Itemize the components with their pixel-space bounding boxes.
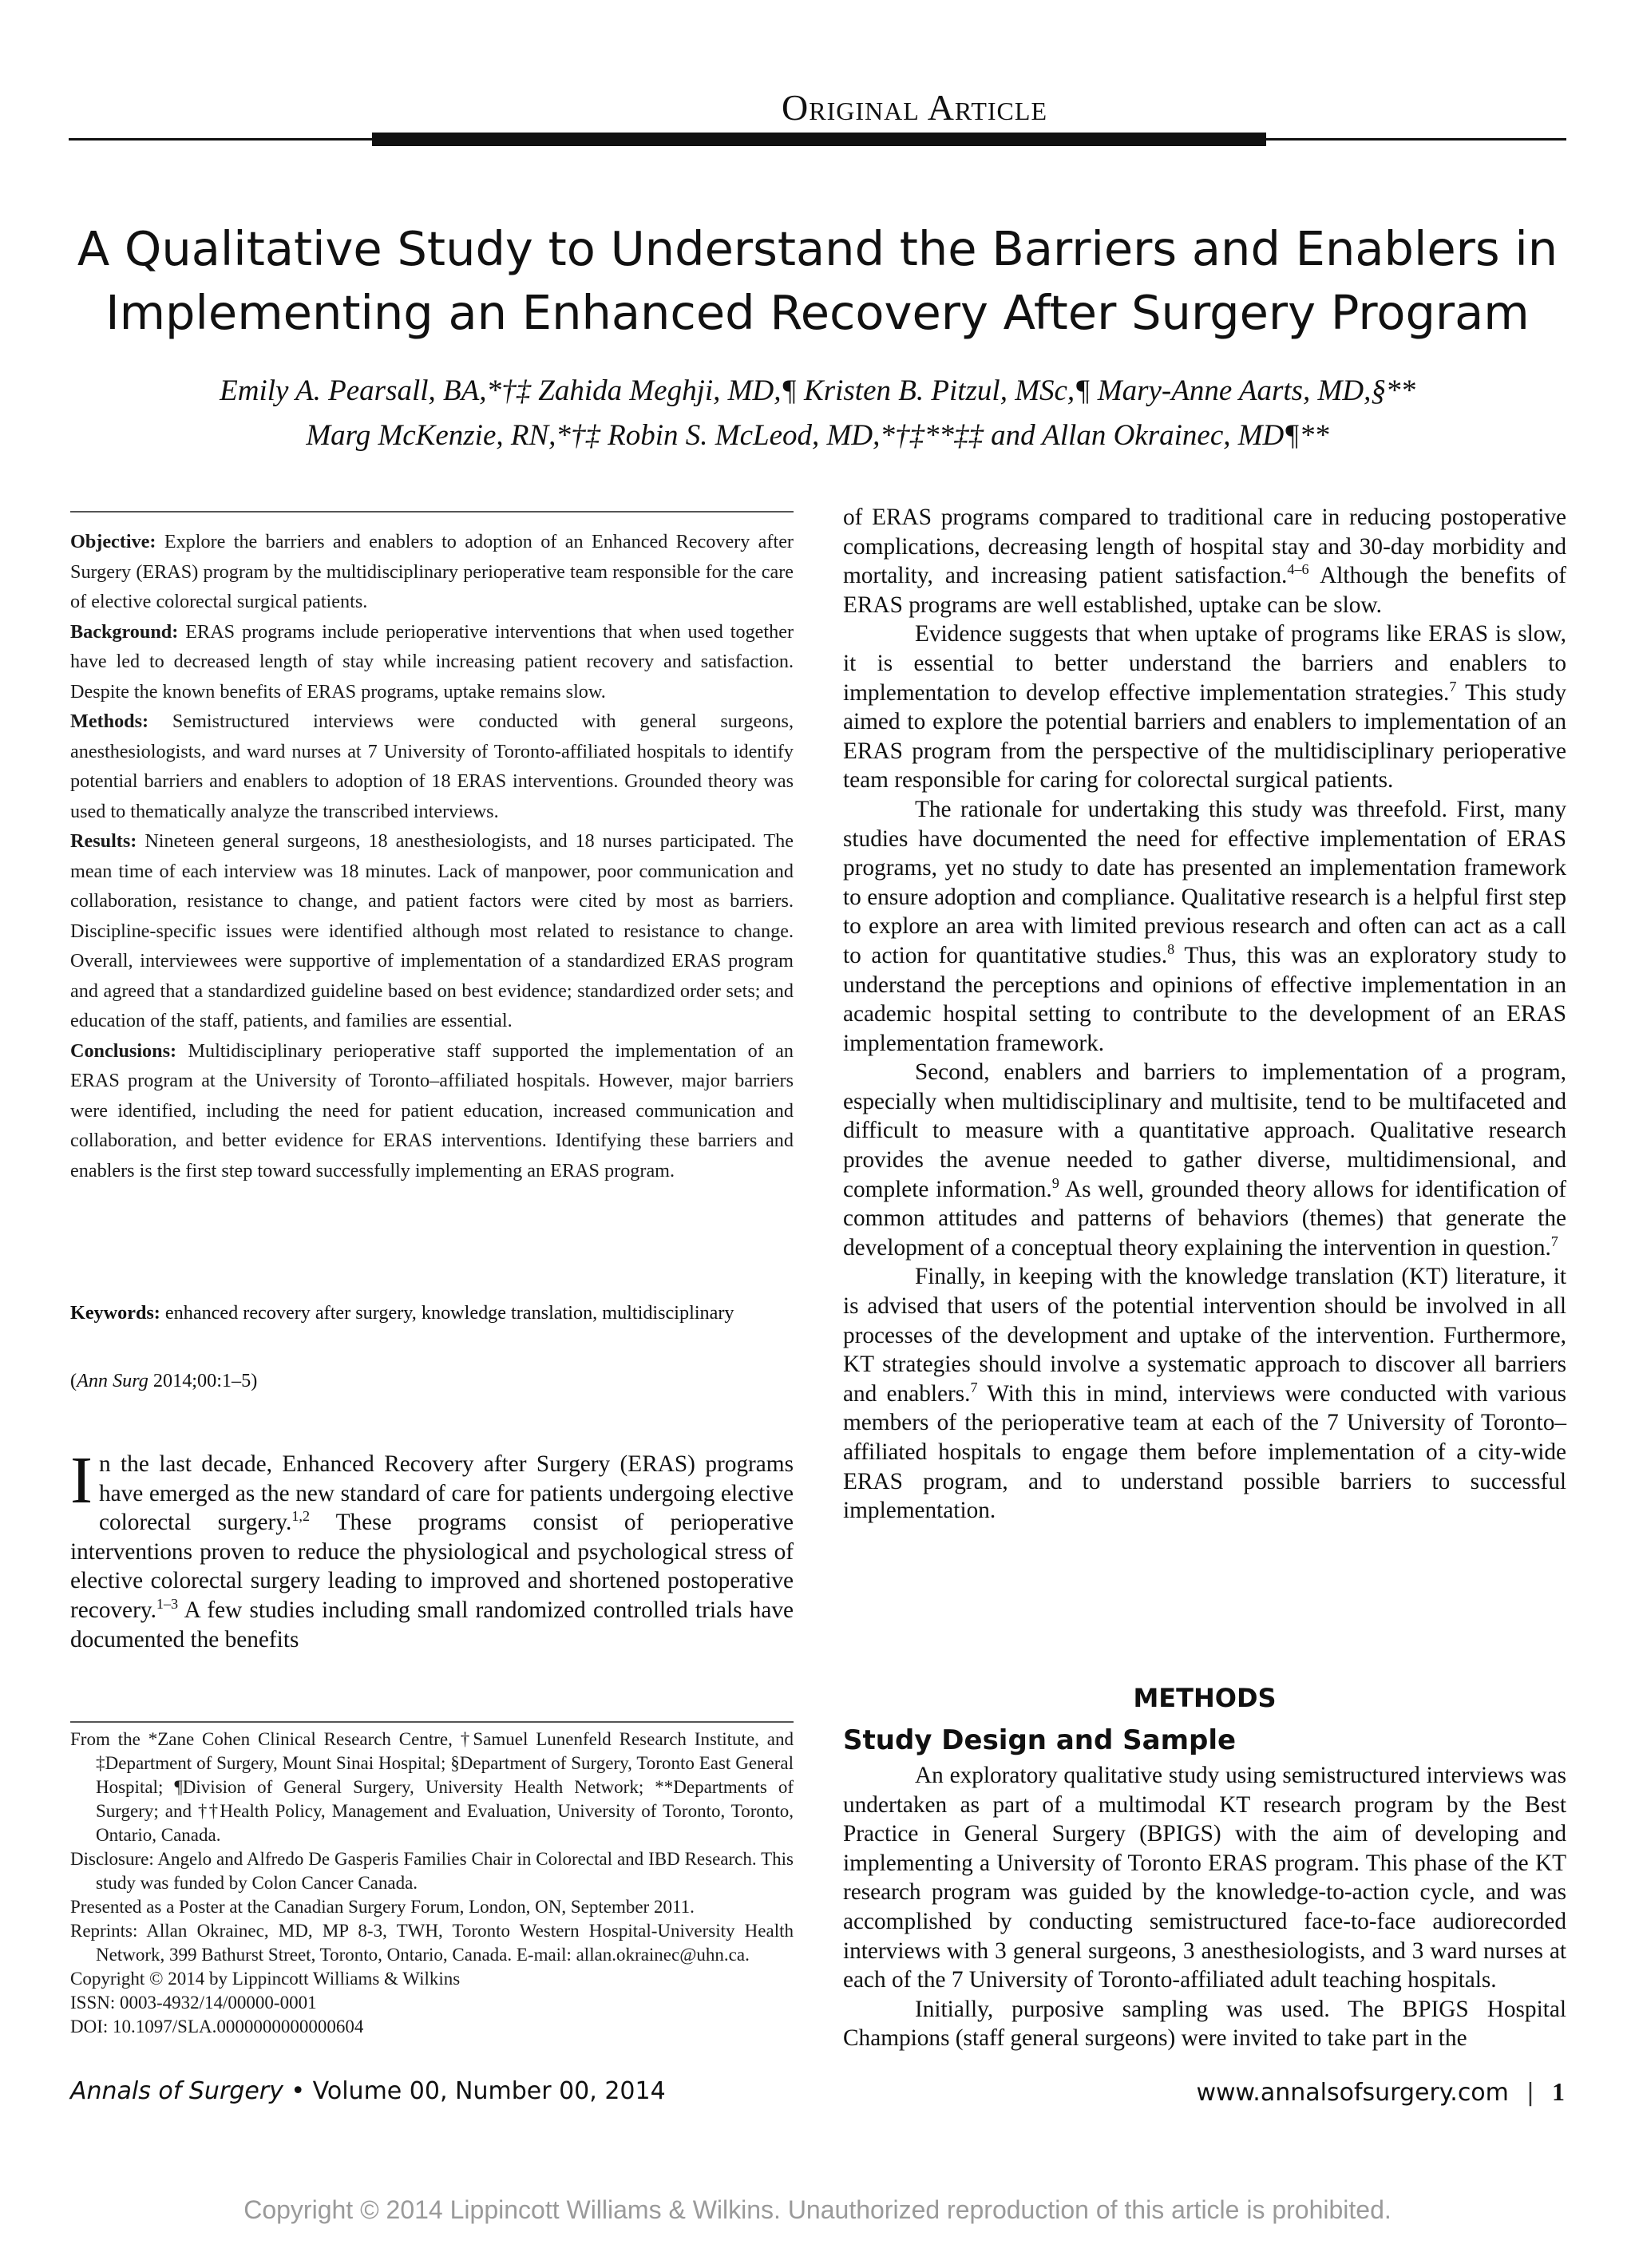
objective-text: Explore the barriers and enablers to adoption of an Enhanced Recovery after Surgery (ERAS) program by the multidisciplinary perioperative team responsible for the care of elective colorectal surgical patients. [70, 531, 794, 612]
body-paragraph: An exploratory qualitative study using semistructured interviews was undertaken as part of a multimodal KT research program by the Best Practice in General Surgery (BPIGS) with the aim of developing and implementing a University of Toronto ERAS program. This phase of the KT research program was guided by the knowledge-to-action cycle, and was accomplished by conducting semistructured face-to-face audiorecorded interviews with 3 general surgeons, 3 anesthesiologists, and 3 ward nurses at each of the 7 University of Toronto-affiliated adult teaching hospitals. [843, 1763, 1566, 1993]
article-title [69, 217, 1566, 345]
body-text: With this in mind, interviews were conducted with various members of the perioperative team at each of the 7 University of Toronto–affiliated hospitals to engage them before implementation of a city-wide ERAS program, and to understand possible barriers to successful implementation. [843, 1380, 1566, 1524]
body-paragraph [843, 1058, 1566, 1262]
keywords [70, 1298, 794, 1328]
keywords-label: Keywords: [70, 1302, 160, 1324]
ref: 7 [1449, 678, 1457, 695]
footnote-affiliations: From the *Zane Cohen Clinical Research Centre, †Samuel Lunenfeld Research Institute, and ‡Department of Surgery, Mount Sinai Hospital; §Department of Surgery, Toronto East General Hospital; ¶Division of General Surgery, University Health Network; **Departments of Surgery; and ††Health Policy, Management and Evaluation, University of Toronto, Toronto, Ontario, Canada. [70, 1729, 794, 1845]
results-text: Nineteen general surgeons, 18 anesthesiologists, and 18 nurses participated. The mean time of each interview was 18 minutes. Lack of manpower, poor communication and collaboration, resistance to change, and patient factors were cited by most as barriers. Discipline-specific issues were identified although most related to resistance to change. Overall, interviewees were supportive of implementation of a standardized ERAS program and agreed that a standardized guideline based on best evidence; standardized order sets; and education of the staff, patients, and families are essential. [70, 830, 794, 1031]
objective-label: Objective: [70, 531, 156, 552]
footer-bullet: • [291, 2077, 306, 2105]
intro-text-c: A few studies including small randomized controlled trials have documented the benefits [70, 1597, 794, 1653]
drop-cap: I [70, 1443, 93, 1518]
running-footer-left [70, 2077, 666, 2105]
abstract-objective [70, 527, 794, 617]
intro-text-a: n the last decade, Enhanced Recovery after Surgery (ERAS) programs have emerged as the new standard of care for patients undergoing elective colorectal surgery. [98, 1451, 794, 1536]
copyright-notice: Copyright © 2014 Lippincott Williams & Wilkins. Unauthorized reproduction of this article is prohibited. [243, 2195, 1392, 2224]
body-paragraph [843, 795, 1566, 1058]
methods-label: Methods: [70, 710, 149, 732]
body-text: Although the benefits of ERAS programs are well established, uptake can be slow. [843, 563, 1566, 618]
body-text: As well, grounded theory allows for identification of common attitudes and patterns of behaviors (themes) that generate the development of a conceptual theory explaining the intervention in question. [843, 1176, 1566, 1261]
footnote-copyright: Copyright © 2014 by Lippincott Williams & Wilkins [70, 1969, 461, 1989]
running-footer-right [1196, 2077, 1565, 2107]
intro-text-b: These programs consist of perioperative interventions proven to reduce the physiological and psychological stress of elective colorectal surgery leading to improved and shortened postoperative recovery. [70, 1510, 794, 1623]
body-text: Finally, in keeping with the knowledge translation (KT) literature, it is advised that users of the potential intervention should be involved in all processes of the development and uptake of the intervention. Furthermore, KT strategies should involve a systematic approach to discover all barriers and enablers. [843, 1264, 1566, 1407]
citation: (Ann Surg 2014;00:1–5) [70, 1370, 258, 1391]
conclusions-label: Conclusions: [70, 1039, 177, 1062]
body-paragraph [843, 619, 1566, 795]
right-column-body [843, 503, 1566, 1526]
footnote-disclosure: Disclosure: Angelo and Alfredo De Gasperis Families Chair in Colorectal and IBD Research. This study was funded by Colon Cancer Canada. [70, 1849, 794, 1893]
methods-body [843, 1761, 1566, 2053]
authors-line-2: Marg McKenzie, RN,*†‡ Robin S. McLeod, MD,*†‡**‡‡ and Allan Okrainec, MD¶** [306, 419, 1329, 452]
abstract-top-rule [70, 511, 794, 513]
ref: 8 [1167, 941, 1175, 958]
title-line-2: Implementing an Enhanced Recovery After Surgery Program [105, 285, 1530, 340]
abstract-results [70, 826, 794, 1036]
footer-website: www.annalsofsurgery.com [1196, 2079, 1509, 2107]
ref: 7 [970, 1379, 978, 1396]
title-line-1: A Qualitative Study to Understand the Barriers and Enablers in [77, 221, 1558, 276]
keywords-text: enhanced recovery after surgery, knowledge translation, multidisciplinary [164, 1302, 734, 1324]
section-heading-methods: METHODS [1133, 1683, 1277, 1713]
ref: 1,2 [291, 1508, 311, 1525]
abstract-conclusions [70, 1036, 794, 1186]
abstract-background [70, 617, 794, 707]
footer-volume: Volume 00, Number 00, 2014 [312, 2077, 666, 2105]
ref: 1–3 [156, 1596, 179, 1613]
footnotes [70, 1728, 794, 2039]
authors-line-1: Emily A. Pearsall, BA,*†‡ Zahida Meghji, MD,¶ Kristen B. Pitzul, MSc,¶ Mary-Anne Aarts, MD,§** [220, 374, 1415, 407]
conclusions-text: Multidisciplinary perioperative staff supported the implementation of an ERAS program at the University of Toronto–affiliated hospitals. However, major barriers were identified, including the need for patient education, increased communication and collaboration, and better evidence for ERAS interventions. Identifying these barriers and enablers is the first step toward successfully implementing an ERAS program. [70, 1039, 794, 1181]
author-list [69, 369, 1566, 458]
body-paragraph [843, 503, 1566, 619]
header-rule-thick [372, 133, 1266, 146]
body-text: Evidence suggests that when uptake of programs like ERAS is slow, it is essential to better understand the barriers and enablers to implementation to develop effective implementation strategies. [843, 621, 1566, 706]
footnote-doi: DOI: 10.1097/SLA.0000000000000604 [70, 2017, 364, 2036]
body-paragraph [843, 1262, 1566, 1525]
subsection-heading-study-design: Study Design and Sample [843, 1724, 1237, 1756]
body-paragraph: Initially, purposive sampling was used. The BPIGS Hospital Champions (staff general surgeons) were invited to take part in the [843, 1996, 1566, 2052]
ref: 4–6 [1287, 561, 1309, 578]
body-text: The rationale for undertaking this study was threefold. First, many studies have documented the need for effective implementation of ERAS programs, yet no study to date has presented an implementation framework to ensure adoption and compliance. Qualitative research is a helpful first step to explore an area with limited previous research and often can act as a call to action for quantitative studies. [843, 796, 1566, 968]
methods-text: Semistructured interviews were conducted with general surgeons, anesthesiologists, and ward nurses at 7 University of Toronto-affiliated hospitals to identify potential barriers and enablers to adoption of 18 ERAS interventions. Grounded theory was used to thematically analyze the transcribed interviews. [70, 710, 794, 822]
footer-separator: | [1526, 2079, 1534, 2107]
footnote-rule [70, 1721, 794, 1723]
background-text: ERAS programs include perioperative interventions that when used together have led to decreased length of stay while increasing patient recovery and satisfaction. Despite the known benefits of ERAS programs, uptake remains slow. [70, 620, 794, 703]
citation-journal: Ann Surg [77, 1370, 148, 1391]
background-label: Background: [70, 620, 179, 643]
abstract-methods [70, 707, 794, 826]
intro-paragraph [70, 1443, 794, 1654]
footnote-issn: ISSN: 0003-4932/14/00000-0001 [70, 1993, 317, 2013]
results-label: Results: [70, 830, 137, 852]
section-label: Original Article [782, 87, 1047, 128]
citation-rest: 2014;00:1–5) [152, 1370, 258, 1391]
abstract [70, 527, 794, 1185]
ref: 9 [1051, 1174, 1059, 1191]
footer-journal: Annals of Surgery [70, 2077, 283, 2105]
body-text: This study aimed to explore the potential barriers and enablers to implementation of an ERAS program from the perspective of the multidisciplinary perioperative team responsible for caring for colorectal surgical patients. [843, 679, 1566, 794]
body-text: Thus, this was an exploratory study to understand the perceptions and opinions of effective implementation in an academic hospital setting to contribute to the development of an ERAS implementation framework. [843, 942, 1567, 1056]
ref: 7 [1550, 1233, 1558, 1250]
footnote-reprints: Reprints: Allan Okrainec, MD, MP 8-3, TWH, Toronto Western Hospital-University Health Network, 399 Bathurst Street, Toronto, Ontario, Canada. E-mail: allan.okrainec@uhn.ca. [70, 1921, 794, 1965]
page-number: 1 [1552, 2077, 1565, 2106]
body-text: of ERAS programs compared to traditional care in reducing postoperative complications, decreasing length of hospital stay and 30-day morbidity and mortality, and increasing patient satisfaction. [843, 505, 1566, 589]
footnote-presented: Presented as a Poster at the Canadian Surgery Forum, London, ON, September 2011. [70, 1897, 695, 1917]
body-text: Second, enablers and barriers to implementation of a program, especially when multidisciplinary and multisite, tend to be multifaceted and difficult to measure with a quantitative approach. Qualitative research provides the avenue needed to gather diverse, multidimensional, and complete information. [843, 1059, 1566, 1202]
